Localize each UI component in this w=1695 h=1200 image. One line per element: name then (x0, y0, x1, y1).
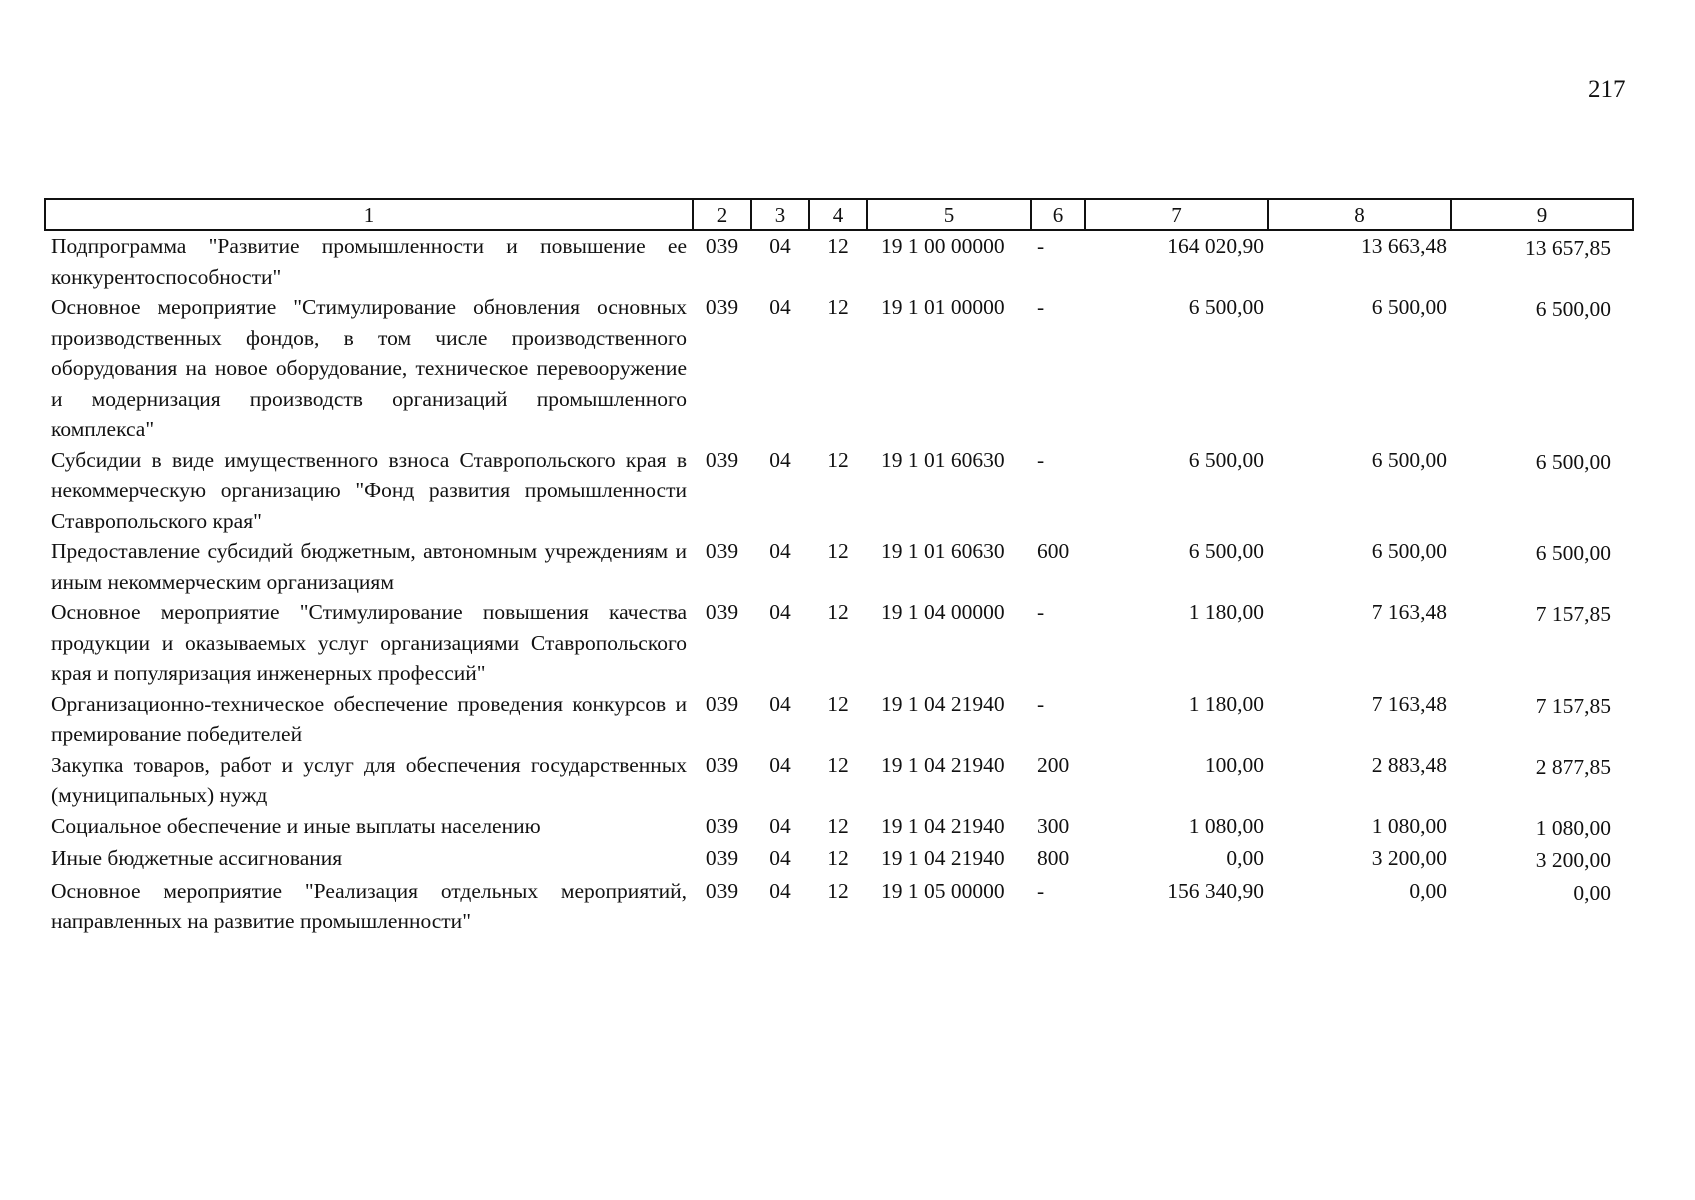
row-col-8: 2 883,48 (1371, 752, 1447, 777)
row-col-7: 6 500,00 (1188, 295, 1264, 319)
header-col-3: 3 (751, 199, 809, 230)
row-col-5: 19 1 01 60630 (881, 447, 1005, 472)
row-col-8: 6 500,00 (1371, 295, 1447, 319)
row-col-7: 1 180,00 (1188, 691, 1264, 716)
page-number: 217 (1588, 76, 1626, 103)
table-row (45, 843, 1633, 876)
header-row (45, 199, 1633, 230)
row-col-2: 039 (705, 846, 739, 870)
row-col-9: 6 500,00 (1535, 449, 1611, 474)
row-col-6: 300 (1037, 813, 1070, 838)
row-col-8: 1 080,00 (1371, 813, 1447, 838)
row-col-2: 039 (705, 295, 739, 319)
table-row (45, 597, 1633, 689)
row-col-6: - (1037, 691, 1045, 716)
row-col-5: 19 1 05 00000 (881, 878, 1005, 903)
budget-table (44, 198, 1634, 937)
row-col-7: 1 180,00 (1188, 600, 1264, 624)
row-col-7: 1 080,00 (1188, 813, 1264, 838)
row-col-5: 19 1 01 00000 (881, 295, 1005, 319)
table-row (45, 876, 1633, 937)
row-col-7: 6 500,00 (1188, 539, 1264, 563)
row-col-3: 04 (769, 447, 791, 472)
row-col-5: 19 1 01 60630 (881, 539, 1005, 563)
row-col-6: - (1037, 878, 1045, 903)
row-col-3: 04 (769, 295, 791, 319)
row-col-4: 12 (827, 846, 849, 870)
row-col-7: 0,00 (1226, 846, 1264, 870)
row-name: Основное мероприятие "Стимулирование повышения качества продукции и оказываемых услуг организациями Ставропольского края и популяризация инженерных профессий" (51, 600, 687, 685)
row-name: Основное мероприятие "Реализация отдельных мероприятий, направленных на развитие промышленности" (51, 878, 687, 933)
row-col-2: 039 (705, 539, 739, 563)
row-name: Закупка товаров, работ и услуг для обеспечения государственных (муниципальных) нужд (51, 752, 687, 807)
row-col-6: 200 (1037, 752, 1070, 777)
row-name: Организационно-техническое обеспечение проведения конкурсов и премирование победителей (51, 691, 687, 746)
row-col-7: 164 020,90 (1167, 234, 1264, 258)
row-col-9: 2 877,85 (1535, 754, 1611, 779)
table-row (45, 811, 1633, 844)
table-row (45, 445, 1633, 537)
header-col-5: 5 (867, 199, 1031, 230)
row-col-4: 12 (827, 691, 849, 716)
row-col-8: 7 163,48 (1371, 691, 1447, 716)
row-col-4: 12 (827, 600, 849, 624)
row-col-9: 6 500,00 (1535, 297, 1611, 321)
row-name: Основное мероприятие "Стимулирование обновления основных производственных фондов, в том числе производственного оборудования на новое оборудование, техническое перевооружение и модернизация производств организаций промышленного комплекса" (51, 295, 687, 441)
row-col-4: 12 (827, 878, 849, 903)
row-col-3: 04 (769, 600, 791, 624)
row-col-2: 039 (705, 878, 739, 903)
row-col-9: 6 500,00 (1535, 541, 1611, 565)
row-col-9: 1 080,00 (1535, 815, 1611, 840)
row-col-4: 12 (827, 813, 849, 838)
row-col-9: 0,00 (1573, 880, 1611, 905)
row-col-5: 19 1 04 21940 (881, 846, 1005, 870)
header-col-9: 9 (1451, 199, 1633, 230)
row-col-2: 039 (705, 691, 739, 716)
row-col-6: - (1037, 234, 1045, 258)
row-col-3: 04 (769, 813, 791, 838)
row-col-3: 04 (769, 234, 791, 258)
table-row (45, 750, 1633, 811)
row-col-5: 19 1 04 21940 (881, 752, 1005, 777)
row-col-4: 12 (827, 539, 849, 563)
row-col-8: 13 663,48 (1361, 234, 1447, 258)
table-row (45, 230, 1633, 292)
row-col-9: 13 657,85 (1525, 236, 1611, 260)
row-col-9: 7 157,85 (1535, 602, 1611, 626)
row-col-5: 19 1 04 00000 (881, 600, 1005, 624)
row-col-6: - (1037, 295, 1045, 319)
row-col-3: 04 (769, 691, 791, 716)
row-col-2: 039 (705, 600, 739, 624)
row-col-3: 04 (769, 846, 791, 870)
row-col-2: 039 (705, 447, 739, 472)
row-col-5: 19 1 00 00000 (881, 234, 1005, 258)
row-col-8: 3 200,00 (1371, 846, 1447, 870)
row-name: Иные бюджетные ассигнования (51, 846, 343, 870)
row-col-4: 12 (827, 752, 849, 777)
row-col-8: 6 500,00 (1371, 447, 1447, 472)
row-col-3: 04 (769, 878, 791, 903)
row-name: Подпрограмма "Развитие промышленности и повышение ее конкурентоспособности" (51, 234, 687, 289)
row-col-9: 7 157,85 (1535, 693, 1611, 718)
row-col-5: 19 1 04 21940 (881, 813, 1005, 838)
header-col-2: 2 (693, 199, 751, 230)
row-col-7: 6 500,00 (1188, 447, 1264, 472)
row-col-4: 12 (827, 295, 849, 319)
table-header (45, 199, 1633, 230)
row-col-8: 6 500,00 (1371, 539, 1447, 563)
row-col-4: 12 (827, 234, 849, 258)
row-col-2: 039 (705, 813, 739, 838)
table-row (45, 689, 1633, 750)
row-name: Предоставление субсидий бюджетным, автономным учреждениям и иным некоммерческим организациям (51, 539, 687, 594)
row-col-2: 039 (705, 752, 739, 777)
table-row (45, 536, 1633, 597)
row-col-8: 7 163,48 (1371, 600, 1447, 624)
row-col-3: 04 (769, 539, 791, 563)
row-col-2: 039 (705, 234, 739, 258)
row-col-6: 600 (1037, 539, 1070, 563)
row-col-6: - (1037, 600, 1045, 624)
row-col-4: 12 (827, 447, 849, 472)
row-col-7: 156 340,90 (1167, 878, 1264, 903)
row-col-3: 04 (769, 752, 791, 777)
row-name: Субсидии в виде имущественного взноса Ставропольского края в некоммерческую организацию "Фонд развития промышленности Ставропольского края" (51, 447, 687, 533)
table-body (45, 230, 1633, 937)
header-col-7: 7 (1085, 199, 1268, 230)
table-row (45, 292, 1633, 445)
row-col-7: 100,00 (1204, 752, 1264, 777)
header-col-4: 4 (809, 199, 867, 230)
row-col-8: 0,00 (1409, 878, 1447, 903)
row-col-5: 19 1 04 21940 (881, 691, 1005, 716)
header-col-1: 1 (45, 199, 693, 230)
row-name: Социальное обеспечение и иные выплаты населению (51, 813, 541, 838)
row-col-6: - (1037, 447, 1045, 472)
header-col-6: 6 (1031, 199, 1085, 230)
row-col-6: 800 (1037, 846, 1070, 870)
row-col-9: 3 200,00 (1535, 848, 1611, 872)
header-col-8: 8 (1268, 199, 1451, 230)
